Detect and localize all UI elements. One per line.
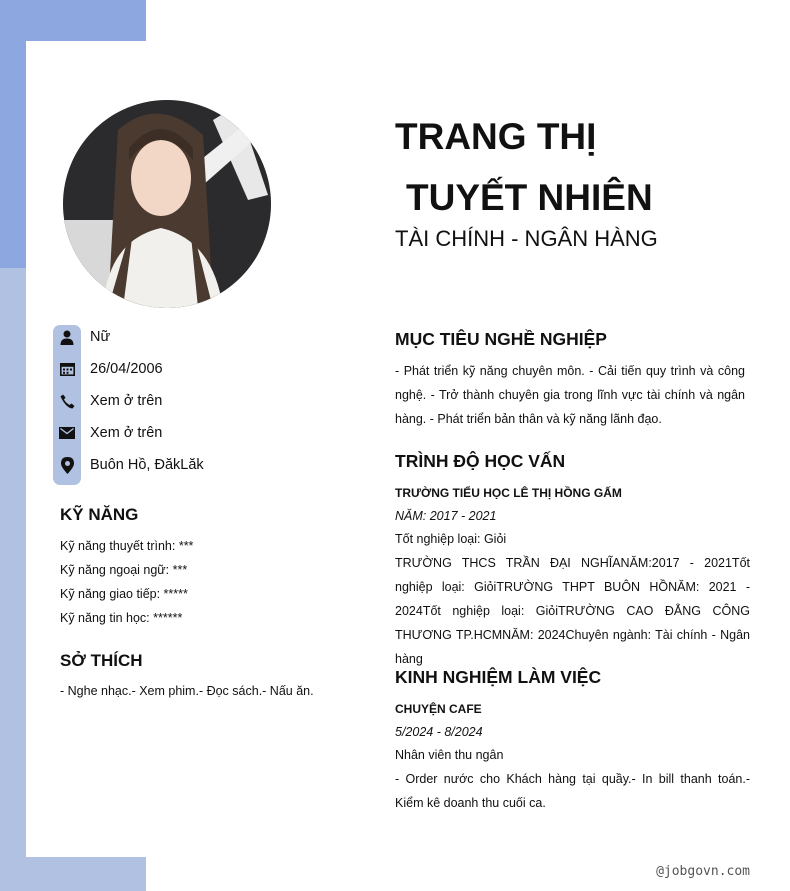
phone-icon <box>53 387 81 415</box>
objective-text: - Phát triển kỹ năng chuyên môn. - Cải tiến quy trình và công nghệ. - Trở thành chuyên gia trong lĩnh vực tài chính và ngân hàng. - Phát triển bản thân và kỹ năng lãnh đạo. <box>395 364 745 426</box>
experience-period: 5/2024 - 8/2024 <box>395 725 483 739</box>
mail-icon <box>53 419 81 447</box>
education-grade: Tốt nghiệp loại: Giỏi <box>395 532 507 546</box>
candidate-name <box>395 106 653 228</box>
education-heading: TRÌNH ĐỘ HỌC VẤN <box>395 451 566 471</box>
education-school: TRƯỜNG TIỂU HỌC LÊ THỊ HỒNG GẤM <box>395 486 622 500</box>
address-text: Buôn Hồ, ĐăkLăk <box>90 457 204 473</box>
experience-position: Nhân viên thu ngân <box>395 748 504 762</box>
name-line-2: TUYẾT NHIÊN <box>406 177 653 218</box>
objective-heading: MỤC TIÊU NGHỀ NGHIỆP <box>395 329 607 349</box>
watermark: @jobgovn.com <box>656 864 750 879</box>
gender-text: Nữ <box>90 329 111 345</box>
contact-birthday <box>53 355 353 383</box>
email-text: Xem ở trên <box>90 425 163 441</box>
experience-description: - Order nước cho Khách hàng tại quầy.- In bill thanh toán.- Kiểm kê doanh thu cuối ca. <box>395 772 750 810</box>
profile-photo <box>63 100 271 308</box>
birthday-text: 26/04/2006 <box>90 361 163 377</box>
candidate-role: TÀI CHÍNH - NGÂN HÀNG <box>395 226 658 251</box>
location-pin-icon <box>53 451 81 479</box>
experience-company: CHUYỆN CAFE <box>395 702 482 716</box>
education-years: NĂM: 2017 - 2021 <box>395 509 497 523</box>
phone-text: Xem ở trên <box>90 393 163 409</box>
person-icon <box>53 323 81 351</box>
calendar-icon <box>53 355 81 383</box>
contact-address <box>53 451 353 479</box>
hobbies-text: - Nghe nhạc.- Xem phim.- Đọc sách.- Nấu ăn. <box>60 684 314 698</box>
contact-phone <box>53 387 353 415</box>
hobbies-heading: SỞ THÍCH <box>60 651 143 670</box>
experience-heading: KINH NGHIỆM LÀM VIỆC <box>395 667 602 687</box>
education-details: TRƯỜNG THCS TRẦN ĐẠI NGHĨANĂM:2017 - 2021Tốt nghiệp loại: GiỏiTRƯỜNG THPT BUÔN HỒNĂM: 2021 - 2024Tốt nghiệp loại: GiỏiTRƯỜNG CAO ĐẲNG CÔNG THƯƠNG TP.HCMNĂM: 2024Chuyên ngành: Tài chính - Ngân hàng <box>395 556 750 666</box>
skills-heading: KỸ NĂNG <box>60 505 139 524</box>
skill-item: Kỹ năng tin học: ****** <box>60 611 183 625</box>
skill-item: Kỹ năng ngoại ngữ: *** <box>60 563 188 577</box>
name-line-1: TRANG THỊ <box>395 116 597 157</box>
skill-item: Kỹ năng giao tiếp: ***** <box>60 587 188 601</box>
skill-item: Kỹ năng thuyết trình: *** <box>60 539 194 553</box>
contact-email <box>53 419 353 447</box>
contact-gender <box>53 323 353 351</box>
